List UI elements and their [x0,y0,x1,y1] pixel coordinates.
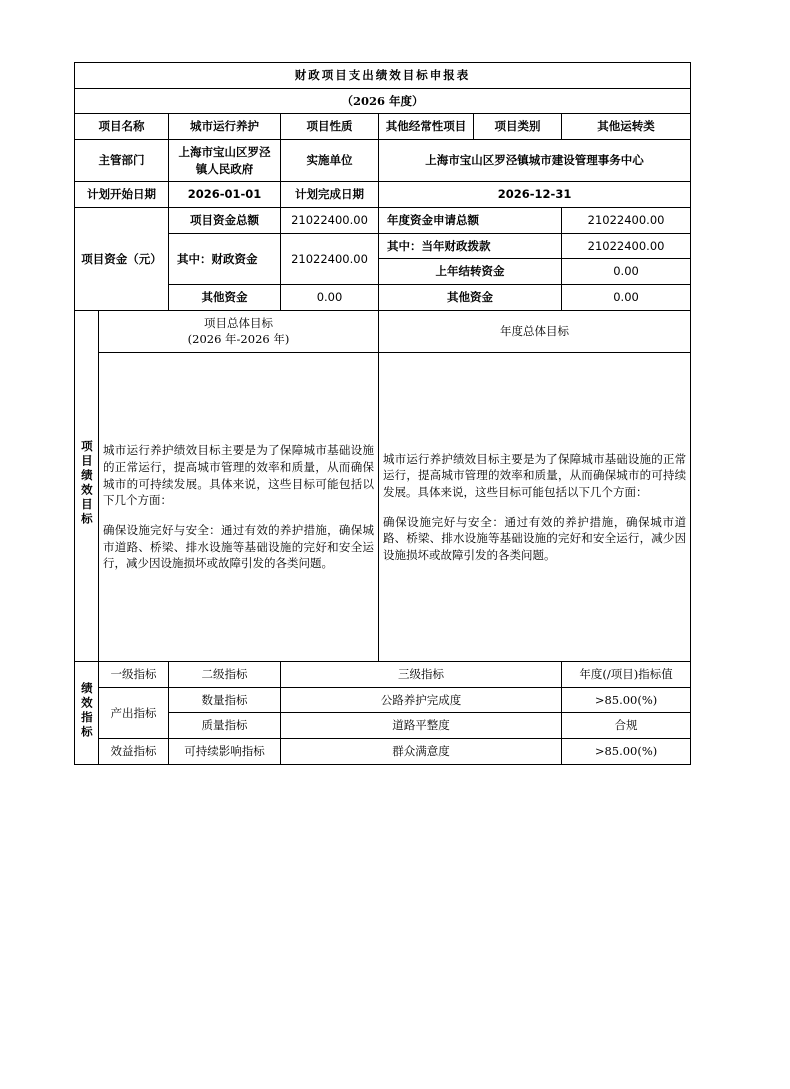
current-year-grant-value: 21022400.00 [562,233,691,259]
implementing-unit-value: 上海市宝山区罗泾镇城市建设管理事务中心 [379,140,691,182]
fiscal-funds-value: 21022400.00 [281,233,379,284]
indicator-value: >85.00(%) [562,739,691,765]
year-row [75,88,691,114]
project-category-value: 其他运转类 [562,114,691,140]
annual-apply-label: 年度资金申请总额 [379,208,562,234]
overall-goal-paragraph-2: 确保设施完好与安全：通过有效的养护措施，确保城市道路、桥梁、排水设施等基础设施的完好和安全运行，减少因设施损坏或故障引发的各类问题。 [103,522,374,571]
indicator-header-value: 年度(/项目)指标值 [562,662,691,688]
overall-goal-header-line1: 项目总体目标 [204,315,273,330]
table-row [75,739,691,765]
start-date-value: 2026-01-01 [169,182,281,208]
indicator-header-level1: 一级指标 [99,662,169,688]
annual-goal-paragraph-2: 确保设施完好与安全：通过有效的养护措施，确保城市道路、桥梁、排水设施等基础设施的完好和安全运行，减少因设施损坏或故障引发的各类问题。 [383,514,687,562]
indicator-level2: 数量指标 [169,687,281,713]
total-funds-value: 21022400.00 [281,208,379,234]
goals-body-row [75,353,691,662]
current-year-grant-label: 其中：当年财政拨款 [379,233,562,259]
project-nature-value: 其他经常性项目 [379,114,474,140]
other-funds-right-label: 其他资金 [379,285,562,311]
title-row [75,63,691,89]
implementing-unit-label: 实施单位 [281,140,379,182]
date-row [75,182,691,208]
project-name-label: 项目名称 [75,114,169,140]
annual-apply-value: 21022400.00 [562,208,691,234]
indicator-level3: 公路养护完成度 [281,687,562,713]
indicator-header-row [75,662,691,688]
goals-vertical-label: 项目绩效目标 [79,440,94,528]
dept-row [75,140,691,182]
performance-target-form [74,62,691,765]
page-title: 财政项目支出绩效目标申报表 [75,63,691,89]
annual-goal-text [379,353,691,662]
overall-goal-header [99,310,379,352]
indicator-level1-benefit: 效益指标 [99,739,169,765]
indicator-value: >85.00(%) [562,687,691,713]
total-funds-label: 项目资金总额 [169,208,281,234]
overall-goal-header-line2: (2026 年-2026 年) [187,332,290,347]
project-basic-row [75,114,691,140]
funds-total-row [75,208,691,234]
carryover-funds-value: 0.00 [562,259,691,285]
overall-goal-paragraph-1: 城市运行养护绩效目标主要是为了保障城市基础设施的正常运行，提高城市管理的效率和质量，从而确保城市的可持续发展。具体来说，这些目标可能包括以下几个方面： [103,443,374,508]
supervising-dept-label: 主管部门 [75,140,169,182]
indicator-level2: 可持续影响指标 [169,739,281,765]
fiscal-year-label: （2026 年度） [75,88,691,114]
indicator-header-level3: 三级指标 [281,662,562,688]
overall-goal-text [99,353,379,662]
project-nature-label: 项目性质 [281,114,379,140]
other-funds-right-value: 0.00 [562,285,691,311]
goals-header-row [75,310,691,352]
annual-goal-header: 年度总体目标 [379,310,691,352]
annual-goal-paragraph-1: 城市运行养护绩效目标主要是为了保障城市基础设施的正常运行，提高城市管理的效率和质量，从而确保城市的可持续发展。具体来说，这些目标可能包括以下几个方面： [383,451,687,499]
indicators-vertical-label: 绩效指标 [79,681,94,740]
carryover-funds-label: 上年结转资金 [379,259,562,285]
indicator-header-level2: 二级指标 [169,662,281,688]
project-name-value: 城市运行养护 [169,114,281,140]
project-category-label: 项目类别 [474,114,562,140]
project-performance-goals-label [75,310,99,661]
performance-indicators-label [75,662,99,765]
other-funds-left-label: 其他资金 [169,285,281,311]
project-funds-label: 项目资金（元） [75,208,169,311]
indicator-level3: 道路平整度 [281,713,562,739]
indicator-level2: 质量指标 [169,713,281,739]
table-row [75,687,691,713]
indicator-value: 合规 [562,713,691,739]
indicator-level3: 群众满意度 [281,739,562,765]
form-page [74,62,690,765]
supervising-dept-value: 上海市宝山区罗泾镇人民政府 [169,140,281,182]
end-date-label: 计划完成日期 [281,182,379,208]
start-date-label: 计划开始日期 [75,182,169,208]
end-date-value: 2026-12-31 [379,182,691,208]
other-funds-left-value: 0.00 [281,285,379,311]
fiscal-funds-label: 其中：财政资金 [169,233,281,284]
indicator-level1-output: 产出指标 [99,687,169,738]
